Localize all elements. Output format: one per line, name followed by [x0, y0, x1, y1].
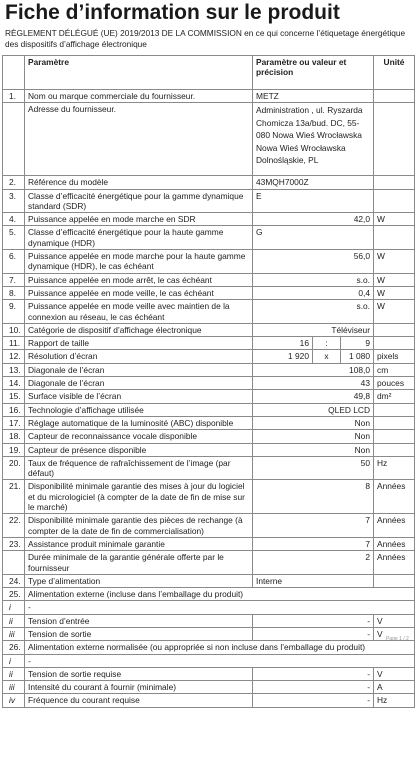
- table-row: iii Tension de sortie - V: [3, 627, 415, 640]
- table-row: iv Fréquence du courant requise - Hz: [3, 694, 415, 707]
- table-row: 15. Surface visible de l’écran 49,8 dm²: [3, 390, 415, 403]
- product-information-table: [2, 55, 415, 708]
- table-header-row: [3, 56, 415, 90]
- page-number: Page 1 / 2: [386, 636, 409, 642]
- header-parameter: Paramètre: [25, 56, 253, 90]
- header-unit: Unité: [374, 56, 415, 90]
- table-row: 25. Alimentation externe (incluse dans l’emballage du produit): [3, 588, 415, 601]
- table-row: 17. Réglage automatique de la luminosité (ABC) disponible Non: [3, 416, 415, 429]
- table-row: 5. Classe d’efficacité énergétique pour la haute gamme dynamique (HDR) G: [3, 226, 415, 250]
- table-row: 26. Alimentation externe normalisée (ou appropriée si non incluse dans l’emballage du produit): [3, 641, 415, 654]
- table-row: ii Tension de sortie requise - V: [3, 667, 415, 680]
- model-reference: 43MQH7000Z: [253, 176, 374, 189]
- table-row: 1. Nom ou marque commerciale du fournisseur. METZ: [3, 90, 415, 103]
- page-title: Fiche d’information sur le produit: [5, 1, 340, 24]
- table-row: 18. Capteur de reconnaissance vocale disponible Non: [3, 430, 415, 443]
- table-row: Adresse du fournisseur. Administration , ul. Ryszarda Chomicza 13a/bud. DC, 55-080 Nowa Wieś Wrocławska Nowa Wieś Wrocławska Dolnośląskie, PL: [3, 103, 415, 176]
- table-row: 23. Assistance produit minimale garantie 7 Années: [3, 537, 415, 550]
- table-row: 13. Diagonale de l’écran 108,0 cm: [3, 363, 415, 376]
- table-row: 16. Technologie d’affichage utilisée QLED LCD: [3, 403, 415, 416]
- table-row: Durée minimale de la garantie générale offerte par le fournisseur 2 Années: [3, 551, 415, 575]
- table-row: i -: [3, 654, 415, 667]
- table-row: 6. Puissance appelée en mode marche pour la haute gamme dynamique (HDR), le cas échéant 56,0 W: [3, 250, 415, 274]
- table-row: 4. Puissance appelée en mode marche en SDR 42,0 W: [3, 213, 415, 226]
- table-row: 2. Référence du modèle 43MQH7000Z: [3, 176, 415, 189]
- table-row: 9. Puissance appelée en mode veille avec maintien de la connexion au réseau, le cas échéant s.o. W: [3, 300, 415, 324]
- supplier-name: METZ: [253, 90, 374, 103]
- table-row: 24. Type d’alimentation Interne: [3, 574, 415, 587]
- table-row: 11. Rapport de taille 16 : 9: [3, 337, 415, 350]
- table-row: 20. Taux de fréquence de rafraîchissement de l’image (par défaut) 50 Hz: [3, 456, 415, 480]
- table-row: 3. Classe d’efficacité énergétique pour la gamme dynamique standard (SDR) E: [3, 189, 415, 213]
- table-row: 14. Diagonale de l’écran 43 pouces: [3, 377, 415, 390]
- table-row: 21. Disponibilité minimale garantie des mises à jour du logiciel et du micrologiciel (à compter de la date de fin de mise sur le marché) 8 Années: [3, 480, 415, 514]
- table-row: 19. Capteur de présence disponible Non: [3, 443, 415, 456]
- table-row: 10. Catégorie de dispositif d’affichage électronique Téléviseur: [3, 323, 415, 336]
- hdr-energy-class: G: [253, 226, 374, 250]
- table-row: 12. Résolution d’écran 1 920 x 1 080 pixels: [3, 350, 415, 363]
- table-row: 7. Puissance appelée en mode arrêt, le cas échéant s.o. W: [3, 273, 415, 286]
- table-row: ii Tension d’entrée - V: [3, 614, 415, 627]
- supplier-address: Administration , ul. Ryszarda Chomicza 13a/bud. DC, 55-080 Nowa Wieś Wrocławska Nowa Wieś Wrocławska Dolnośląskie, PL: [253, 103, 374, 176]
- sdr-energy-class: E: [253, 189, 374, 213]
- table-row: 22. Disponibilité minimale garantie des pièces de rechange (à compter de la date de fin de commercialisation) 7 Années: [3, 514, 415, 538]
- header-value: Paramètre ou valeur et précision: [253, 56, 374, 90]
- table-row: iii Intensité du courant à fournir (minimale) - A: [3, 681, 415, 694]
- table-row: i -: [3, 601, 415, 614]
- regulation-reference: RÈGLEMENT DÉLÉGUÉ (UE) 2019/2013 DE LA COMMISSION en ce qui concerne l’étiquetage énergétique des dispositifs d’affichage électronique: [5, 28, 406, 49]
- table-row: 8. Puissance appelée en mode veille, le cas échéant 0,4 W: [3, 286, 415, 299]
